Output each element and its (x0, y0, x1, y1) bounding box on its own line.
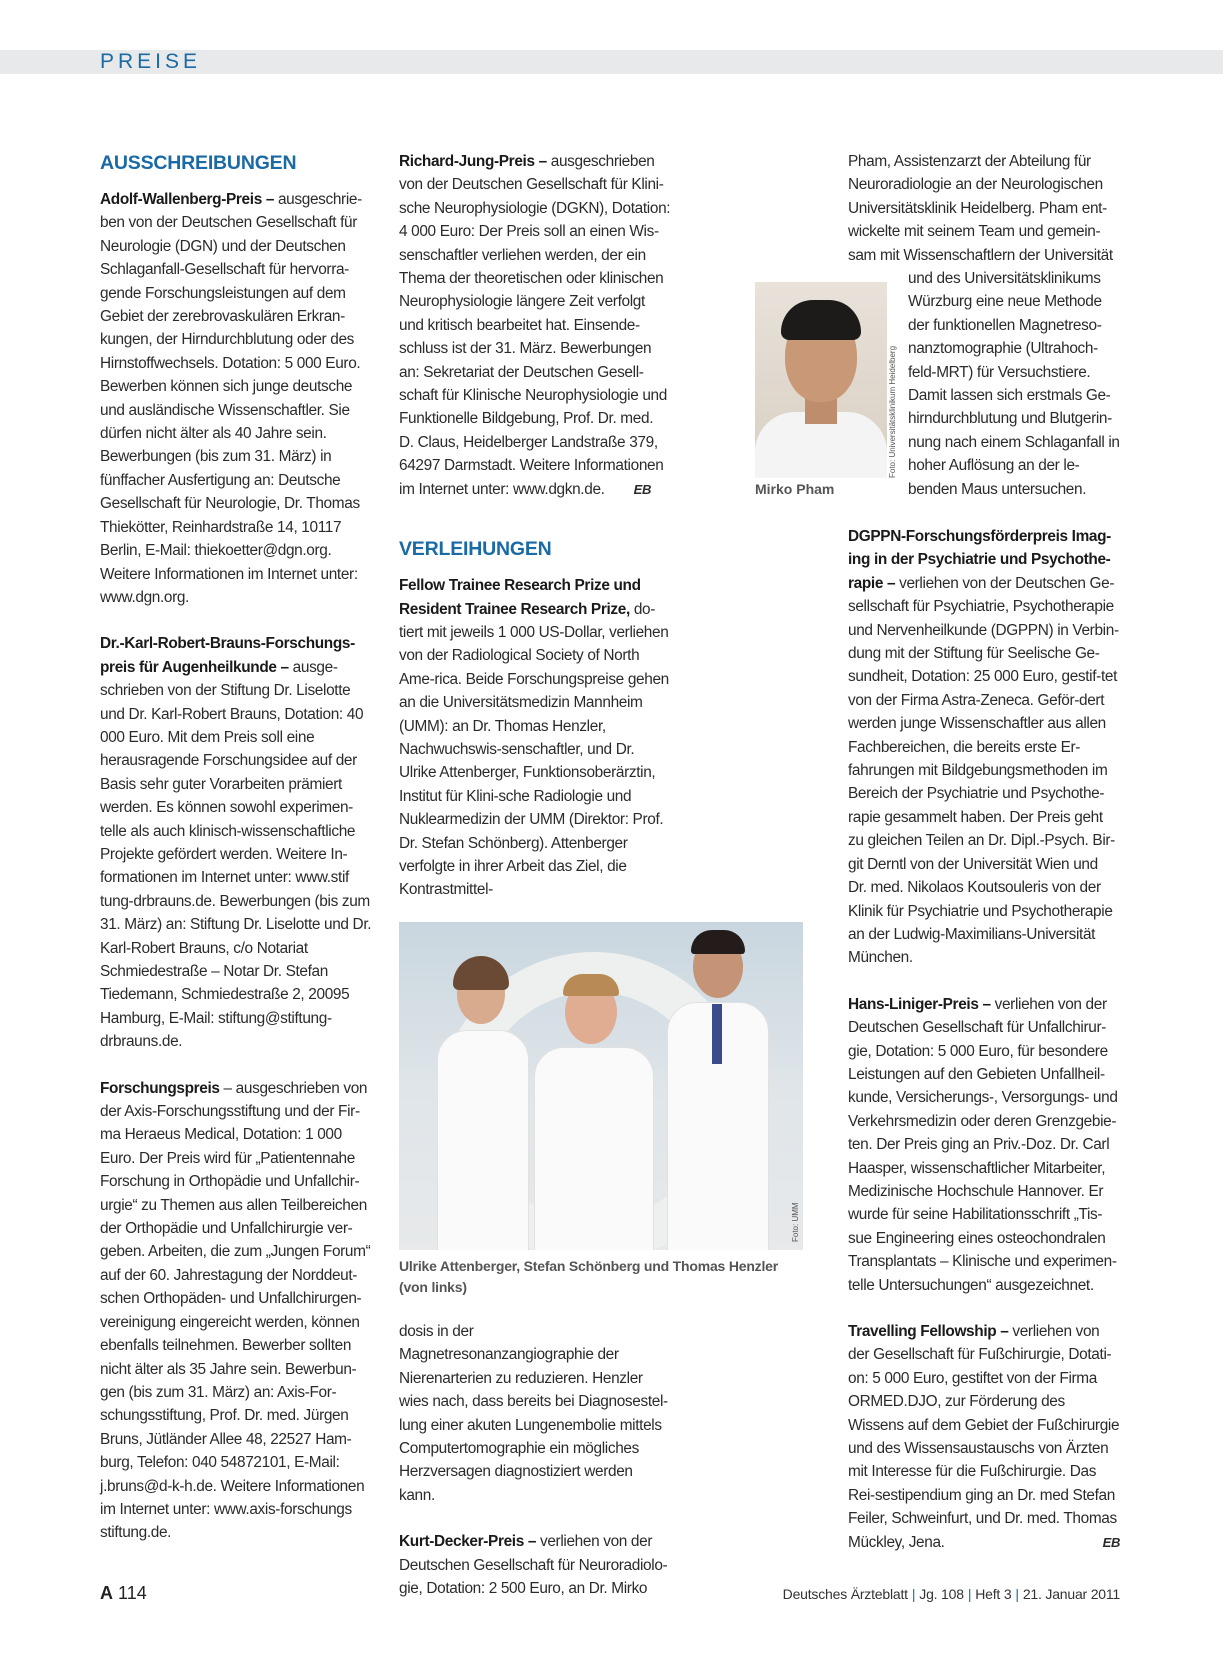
article-pham-wrap: und des Universitätsklinikums Würzburg eine neue Methode der funktionellen Magnetreso-nanztomographie (Ultrahoch-feld-MRT) für Versuchstiere. Damit lassen sich erstmals Ge-hirndurchblutung und Blutgerin-nung nach einem Schlaganfall in hoher Auflösung an der le-benden Maus untersuchen. (908, 270, 1120, 498)
article-forschungspreis: Forschungspreis – ausgeschrieben von der Axis-Forschungsstiftung und der Fir-ma Heraeus Medical, Dotation: 1 000 Euro. Der Preis wird für „Patientennahe Forschung in Orthopädie und Unfallchir-urgie“ zu Themen aus allen Teilbereichen der Orthopädie und Unfallchirurgie ver-geben. Arbeiten, die zum „Jungen Forum“ auf der 60. Jahrestagung der Norddeut-schen Orthopäden- und Unfallchirurgen-vereinigung eingereicht werden, können ebenfalls teilnehmen. Bewerber sollten nicht älter als 35 Jahre sein. Bewerbun-gen (bis zum 31. März) an: Axis-For-schungsstiftung, Prof. Dr. med. Jürgen Bruns, Jütländer Allee 48, 22527 Ham-burg, Telefon: 040 54872101, E-Mail: j.bruns@d-k-h.de. Weitere Informationen im Internet unter: www.axis-forschungs stiftung.de. (100, 1079, 371, 1542)
portrait-caption: Mirko Pham (755, 481, 835, 497)
article-brauns: Dr.-Karl-Robert-Brauns-Forschungs-preis für Augenheilkunde – ausge-schrieben von der Stiftung Dr. Liselotte und Dr. Karl-Robert Brauns, Dotation: 40 000 Euro. Mit dem Preis soll eine herausragende Forschungsidee auf der Basis sehr guter Vorarbeiten prämiert werden. Es können sowohl experimen-telle als auch klinisch-wissenschaftliche Projekte gefördert werden. Weitere In-formationen im Internet unter: www.stif tung-drbrauns.de. Bewerbungen (bis zum 31. März) an: Stiftung Dr. Liselotte und Dr. Karl-Robert Brauns, c/o Notariat Schmiedestraße – Notar Dr. Stefan Tiedemann, Schmiedestraße 2, 20095 Hamburg, E-Mail: stiftung@stiftung-drbrauns.de. (100, 635, 372, 1051)
photo-credit: Foto: UMM (791, 1202, 800, 1242)
column-1 (100, 150, 372, 1568)
portrait-photo (755, 282, 887, 478)
article-kurt-decker: Kurt-Decker-Preis – verliehen von der Deutschen Gesellschaft für Neuroradiolo-gie, Dotation: 2 500 Euro, an Dr. Mirko (399, 1533, 668, 1598)
journal-issue: Heft 3 (975, 1586, 1012, 1602)
column-2 (399, 150, 671, 925)
article-travelling-fellowship: Travelling Fellowship – verliehen von der Gesellschaft für Fußchirurgie, Dotati-on: 5 000 Euro, gestiftet von der Firma ORMED.DJO, zur Förderung des Wissens auf dem Gebiet der Fußchirurgie und des Wissensaustauschs von Ärzten mit Interesse für die Fußchirurgie. Das Rei-sestipendium ging an Dr. med Stefan Feiler, Schweinfurt, und Dr. med. Thomas Mückley, Jena. EB (848, 1320, 1120, 1554)
column-3-wrap (908, 267, 1120, 501)
heading-verleihungen: VERLEIHUNGEN (399, 538, 552, 561)
article-rsna-continued: dosis in der Magnetresonanzangiographie der Nierenarterien zu reduzieren. Henzler wies nach, dass bereits bei Diagnosestel-lung einer akuten Lungenembolie mittels Computertomographie ein mögliches Herzversagen diagnostiziert werden kann. (399, 1323, 668, 1504)
journal-volume: Jg. 108 (919, 1586, 964, 1602)
article-dgppn: DGPPN-Forschungsförderpreis Imag-ing in der Psychiatrie und Psychothe-rapie – verliehen von der Deutschen Ge-sellschaft für Psychiatrie, Psychotherapie und Nervenheilkunde (DGPPN) in Verbin-dung mit der Stiftung für Seelische Ge-sundheit, Dotation: 25 000 Euro, gestif-tet von der Firma Astra-Zeneca. Geför-dert werden junge Wissenschaftler aus allen Fachbereichen, die bereits erste Er-fahrungen mit Bildgebungsmethoden im Bereich der Psychiatrie und Psychothe-rapie gesammelt haben. Der Preis geht zu gleichen Teilen an Dr. Dipl.-Psych. Bir-git Derntl von der Universität Wien und Dr. med. Nikolaos Koutsouleris von der Klinik für Psychiatrie und Psychotherapie an der Ludwig-Maximilians-Universität München. (848, 528, 1119, 967)
column-3-top (848, 150, 1120, 267)
article-wallenberg: Adolf-Wallenberg-Preis – ausgeschrie-ben von der Deutschen Gesellschaft für Neurologie (DGN) und der Deutschen Schlaganfall-Gesellschaft für hervorra-gende Forschungsleistungen auf dem Gebiet der zerebrovaskulären Erkran-kungen, der Hirndurchblutung oder des Hirnstoffwechsels. Dotation: 5 000 Euro. Bewerben können sich junge deutsche und ausländische Wissenschaftler. Sie dürfen nicht älter als 40 Jahre sein. Bewerbungen (bis zum 31. März) in fünffacher Ausfertigung an: Deutsche Gesellschaft für Neurologie, Dr. Thomas Thiekötter, Reinhardstraße 14, 10117 Berlin, E-Mail: thiekoetter@dgn.org. Weitere Informationen im Internet unter: www.dgn.org. (100, 191, 362, 606)
group-photo (399, 922, 803, 1250)
heading-ausschreibungen: AUSSCHREIBUNGEN (100, 152, 297, 174)
article-rsna: Fellow Trainee Research Prize und Resident Trainee Research Prize, do-tiert mit jeweils 1 000 US-Dollar, verliehen von der Radiological Society of North Ame-rica. Beide Forschungspreise gehen an die Universitätsmedizin Mannheim (UMM): an Dr. Thomas Henzler, Nachwuchswis-senschaftler, und Dr. Ulrike Attenberger, Funktionsoberärztin, Institut für Klini-sche Radiologie und Nuklearmedizin der UMM (Direktor: Prof. Dr. Stefan Schönberg). Attenberger verfolgte in ihrer Arbeit das Ziel, die Kontrastmittel- (399, 577, 669, 899)
author-sign: EB (633, 481, 651, 497)
column-2-continued (399, 1320, 671, 1623)
group-photo-caption: Ulrike Attenberger, Stefan Schönberg und Thomas Henzler (von links) (399, 1258, 778, 1295)
section-tag: PREISE (100, 50, 202, 73)
column-3-bottom (848, 525, 1120, 1577)
author-sign: EB (1102, 1534, 1120, 1550)
journal-info: Deutsches Ärzteblatt | Jg. 108 | Heft 3 | 21. Januar 2011 (782, 1586, 1120, 1602)
portrait-credit: Foto: Universitätsklinikum Heidelberg (888, 345, 897, 478)
page-number: A 114 (100, 1583, 147, 1603)
journal-date: 21. Januar 2011 (1022, 1586, 1120, 1602)
article-kurt-decker-continued: Pham, Assistenzarzt der Abteilung für Neuroradiologie an der Neurologischen Universitätsklinik Heidelberg. Pham ent-wickelte mit seinem Team und gemein-sam mit Wissenschaftlern der Universität (848, 153, 1113, 264)
journal-name: Deutsches Ärzteblatt (782, 1586, 908, 1602)
article-liniger: Hans-Liniger-Preis – verliehen von der Deutschen Gesellschaft für Unfallchirur-gie, Dotation: 5 000 Euro, für besondere Leistungen auf den Gebieten Unfallheil-kunde, Versicherungs-, Versorgungs- und Verkehrsmedizin oder deren Grenzgebie-ten. Der Preis ging an Priv.-Doz. Dr. Carl Haasper, wissenschaftlicher Mitarbeiter, Medizinische Hochschule Hannover. Er wurde für seine Habilitationsschrift „Tis-sue Engineering eines osteochondralen Transplantats – Klinische und experimen-telle Untersuchungen“ ausgezeichnet. (848, 995, 1118, 1294)
article-richard-jung: Richard-Jung-Preis – ausgeschrieben von der Deutschen Gesellschaft für Klini-sche Neurophysiologie (DGKN), Dotation: 4 000 Euro: Der Preis soll an einen Wis-senschaftler verliehen werden, der ein Thema der theoretischen oder klinischen Neurophysiologie längere Zeit verfolgt und kritisch bearbeitet hat. Einsende-schluss ist der 31. März. Bewerbungen an: Sekretariat der Deutschen Gesell-schaft für Klinische Neurophysiologie und Funktionelle Bildgebung, Prof. Dr. med. D. Claus, Heidelberger Landstraße 379, 64297 Darmstadt. Weitere Informationen im Internet unter: www.dgkn.de. EB (399, 150, 671, 501)
